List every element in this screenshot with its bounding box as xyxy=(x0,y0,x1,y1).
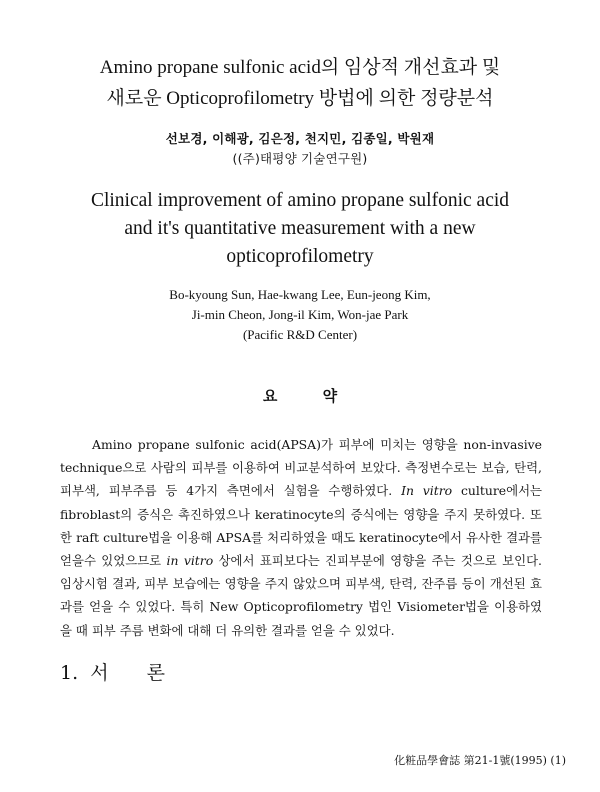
korean-author-names: 선보경, 이해광, 김은정, 천지민, 김종일, 박원재 xyxy=(165,131,435,146)
korean-title xyxy=(40,52,560,114)
english-title-line-3: opticoprofilometry xyxy=(226,246,374,267)
korean-affiliation: ((주)태평양 기술연구원) xyxy=(232,151,368,166)
korean-title-line-1: Amino propane sulfonic acid의 임상적 개선효과 및 xyxy=(99,57,501,78)
abstract-body xyxy=(60,433,542,642)
abstract-italic-2: in vitro xyxy=(166,553,214,569)
english-title xyxy=(40,187,560,271)
section-heading xyxy=(60,660,181,686)
abstract-text-3: 상에서 표피보다는 진피부분에 영향을 주는 것으로 보인다. 임상시험 결과, 피부 보습에는 영향을 주지 않았으며 피부색, 탄력, 잔주름 등이 개선된 효과를 얻을 수 있었다. 특히 New Opticoprofilometry 법인 Visiometer법을 이용하였을 때 피부 주름 변화에 대해 더 유의한 결과를 얻을 수 있었다. xyxy=(60,553,542,638)
abstract-italic-1: In vitro xyxy=(401,483,453,499)
section-title: 서 론 xyxy=(90,662,181,684)
english-title-line-1: Clinical improvement of amino propane sulfonic acid xyxy=(90,190,510,211)
english-authors xyxy=(40,285,560,345)
section-number: 1. xyxy=(60,662,79,684)
english-title-line-2: and it's quantitative measurement with a new xyxy=(124,218,476,239)
english-author-line-2: Ji-min Cheon, Jong-il Kim, Won-jae Park xyxy=(191,307,409,322)
english-affiliation: (Pacific R&D Center) xyxy=(242,327,358,342)
korean-authors xyxy=(40,129,560,169)
korean-title-line-2: 새로운 Opticoprofilometry 방법에 의한 정량분석 xyxy=(106,88,494,109)
english-author-line-1: Bo-kyoung Sun, Hae-kwang Lee, Eun-jeong Kim, xyxy=(169,287,431,302)
journal-footer: 化粧品學會誌 第21-1號(1995) (1) xyxy=(394,754,566,767)
abstract-text-1: Amino propane sulfonic acid(APSA)가 피부에 미치는 영향을 non-invasive technique으로 사람의 피부를 이용하여 비교분석하여 보았다. 측정변수로는 보습, 탄력, 피부색, 피부주름 등 4가지 측면에서 실험을 수행하였다. xyxy=(60,437,542,499)
abstract-heading: 요 약 xyxy=(262,387,338,405)
abstract-text-2: culture에서는 fibroblast의 증식은 촉진하였으나 keratinocyte의 증식에는 영향을 주지 못하였다. 또한 raft culture법을 이용해 APSA를 처리하였을 때도 keratinocyte에서 유사한 결과를 얻을수 있었으므로 xyxy=(60,483,543,569)
